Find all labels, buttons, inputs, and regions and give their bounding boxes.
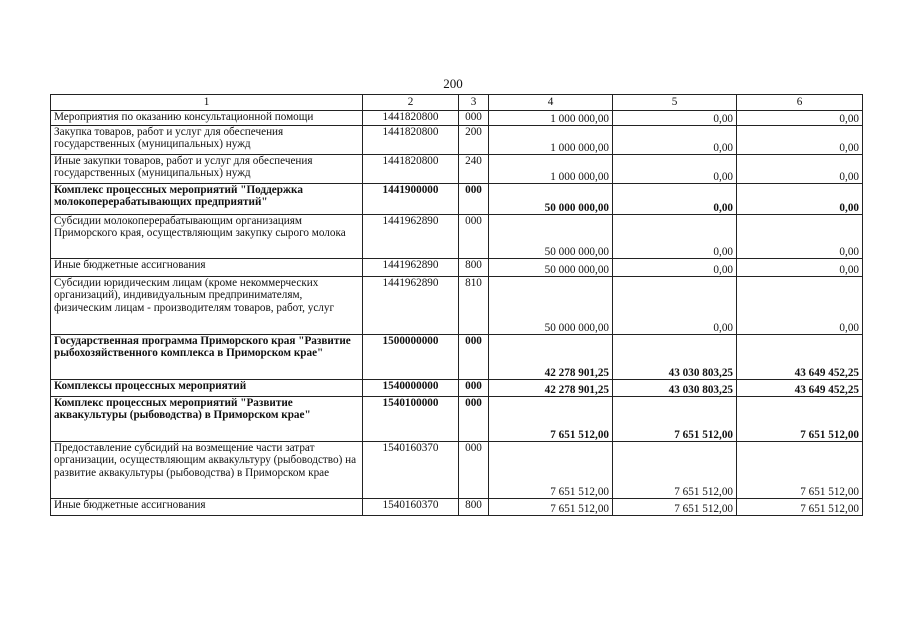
row-amount-col4: 1 000 000,00	[489, 155, 613, 184]
row-amount-col4: 7 651 512,00	[489, 442, 613, 499]
row-target-code: 1441962890	[363, 259, 459, 277]
row-expense-type: 810	[459, 277, 489, 335]
row-name: Субсидии молокоперерабатывающим организациям Приморского края, осуществляющим закупку сырого молока	[51, 215, 363, 259]
table-row	[51, 259, 863, 277]
row-amount-col4: 42 278 901,25	[489, 335, 613, 380]
row-target-code: 1441962890	[363, 215, 459, 259]
row-target-code: 1441820800	[363, 155, 459, 184]
row-name: Мероприятия по оказанию консультационной помощи	[51, 111, 363, 126]
row-expense-type: 240	[459, 155, 489, 184]
row-name: Субсидии юридическим лицам (кроме некоммерческих организаций), индивидуальным предпринимателям, физическим лицам - производителям товаров, работ, услуг	[51, 277, 363, 335]
row-amount-col4: 50 000 000,00	[489, 259, 613, 277]
table-row	[51, 126, 863, 155]
row-target-code: 1441820800	[363, 111, 459, 126]
table-row	[51, 380, 863, 397]
row-expense-type: 800	[459, 499, 489, 516]
row-amount-col5: 0,00	[613, 184, 737, 215]
row-amount-col6: 0,00	[737, 277, 863, 335]
column-header: 3	[459, 95, 489, 111]
table-row	[51, 442, 863, 499]
row-name: Иные бюджетные ассигнования	[51, 259, 363, 277]
row-amount-col5: 0,00	[613, 111, 737, 126]
row-amount-col6: 43 649 452,25	[737, 335, 863, 380]
row-amount-col5: 0,00	[613, 126, 737, 155]
row-target-code: 1540000000	[363, 380, 459, 397]
row-name: Комплекс процессных мероприятий "Развитие аквакультуры (рыбоводства) в Приморском крае"	[51, 397, 363, 442]
row-target-code: 1540160370	[363, 442, 459, 499]
row-amount-col5: 7 651 512,00	[613, 442, 737, 499]
page-number: 200	[443, 76, 463, 91]
row-amount-col5: 43 030 803,25	[613, 380, 737, 397]
row-expense-type: 200	[459, 126, 489, 155]
row-amount-col6: 0,00	[737, 215, 863, 259]
table-row	[51, 215, 863, 259]
row-amount-col4: 50 000 000,00	[489, 184, 613, 215]
row-amount-col6: 0,00	[737, 155, 863, 184]
row-name: Государственная программа Приморского края "Развитие рыбохозяйственного комплекса в Приморском крае"	[51, 335, 363, 380]
row-amount-col6: 43 649 452,25	[737, 380, 863, 397]
row-amount-col5: 7 651 512,00	[613, 397, 737, 442]
row-amount-col5: 7 651 512,00	[613, 499, 737, 516]
row-amount-col4: 1 000 000,00	[489, 126, 613, 155]
row-name: Предоставление субсидий на возмещение части затрат организации, осуществляющим аквакультуру (рыбоводство) на развитие аквакультуры (рыбоводства) в Приморском крае	[51, 442, 363, 499]
column-header: 6	[737, 95, 863, 111]
row-amount-col6: 0,00	[737, 126, 863, 155]
row-amount-col4: 50 000 000,00	[489, 277, 613, 335]
row-amount-col4: 1 000 000,00	[489, 111, 613, 126]
column-header: 2	[363, 95, 459, 111]
row-amount-col6: 0,00	[737, 111, 863, 126]
row-amount-col6: 7 651 512,00	[737, 397, 863, 442]
row-target-code: 1500000000	[363, 335, 459, 380]
row-expense-type: 800	[459, 259, 489, 277]
row-amount-col5: 0,00	[613, 215, 737, 259]
row-name: Закупка товаров, работ и услуг для обеспечения государственных (муниципальных) нужд	[51, 126, 363, 155]
row-expense-type: 000	[459, 442, 489, 499]
row-name: Комплекс процессных мероприятий "Поддержка молокоперерабатывающих предприятий"	[51, 184, 363, 215]
row-expense-type: 000	[459, 380, 489, 397]
row-target-code: 1441962890	[363, 277, 459, 335]
row-expense-type: 000	[459, 111, 489, 126]
row-amount-col4: 42 278 901,25	[489, 380, 613, 397]
row-amount-col6: 0,00	[737, 259, 863, 277]
row-amount-col6: 7 651 512,00	[737, 442, 863, 499]
column-number-row	[51, 95, 863, 111]
table-row	[51, 397, 863, 442]
budget-table	[50, 94, 863, 516]
row-amount-col5: 0,00	[613, 155, 737, 184]
row-expense-type: 000	[459, 215, 489, 259]
row-amount-col6: 0,00	[737, 184, 863, 215]
row-name: Иные бюджетные ассигнования	[51, 499, 363, 516]
row-target-code: 1540160370	[363, 499, 459, 516]
row-name: Комплексы процессных мероприятий	[51, 380, 363, 397]
table-row	[51, 155, 863, 184]
table-row	[51, 111, 863, 126]
row-expense-type: 000	[459, 335, 489, 380]
column-header: 5	[613, 95, 737, 111]
column-header: 1	[51, 95, 363, 111]
column-header: 4	[489, 95, 613, 111]
row-expense-type: 000	[459, 397, 489, 442]
row-target-code: 1441820800	[363, 126, 459, 155]
table-row	[51, 277, 863, 335]
table-row	[51, 335, 863, 380]
row-target-code: 1441900000	[363, 184, 459, 215]
row-amount-col6: 7 651 512,00	[737, 499, 863, 516]
table-row	[51, 184, 863, 215]
row-amount-col4: 7 651 512,00	[489, 499, 613, 516]
row-expense-type: 000	[459, 184, 489, 215]
row-amount-col5: 0,00	[613, 259, 737, 277]
row-name: Иные закупки товаров, работ и услуг для обеспечения государственных (муниципальных) нужд	[51, 155, 363, 184]
row-target-code: 1540100000	[363, 397, 459, 442]
table-row	[51, 499, 863, 516]
row-amount-col4: 7 651 512,00	[489, 397, 613, 442]
row-amount-col5: 43 030 803,25	[613, 335, 737, 380]
row-amount-col5: 0,00	[613, 277, 737, 335]
row-amount-col4: 50 000 000,00	[489, 215, 613, 259]
